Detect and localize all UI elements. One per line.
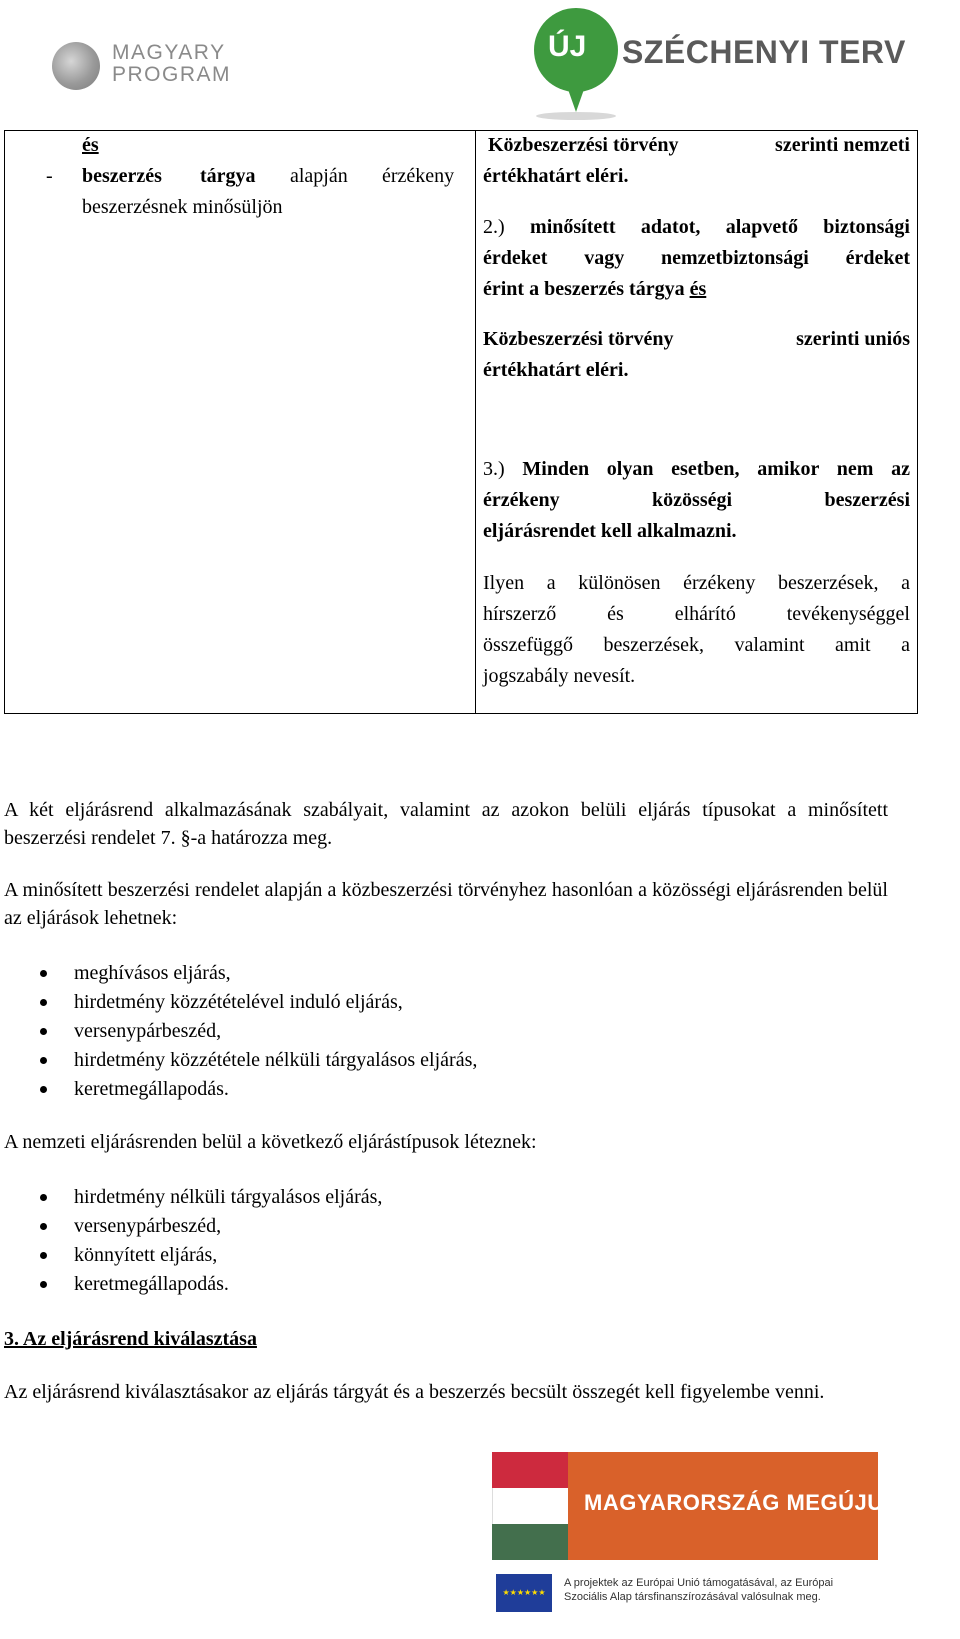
right-p4-number: 3.) [483, 458, 505, 480]
right-p1-line1 [488, 130, 910, 161]
bullet-icon [40, 1028, 47, 1035]
bullet-icon [40, 1281, 47, 1288]
right-p3-line1-b: szerinti uniós [796, 328, 910, 350]
word-alapjan: alapján [290, 165, 348, 187]
word-beszerzes: beszerzés [82, 165, 162, 187]
section-heading: 3. Az eljárásrend kiválasztása [4, 1328, 257, 1350]
right-p5 [483, 568, 910, 692]
right-p2-line2: érdeket vagy nemzetbiztonsági érdeket [483, 247, 910, 269]
right-p2 [483, 212, 910, 305]
location-pin-tip [564, 78, 588, 112]
right-p5-line2: hírszerző és elhárító tevékenységgel [483, 603, 910, 625]
banner-title: MAGYARORSZÁG MEGÚJUL [584, 1490, 898, 1515]
right-p2-number: 2.) [483, 216, 505, 238]
right-p4-line2: érzékeny közösségi beszerzési [483, 489, 910, 511]
magyary-logo-text [112, 42, 231, 86]
szechenyi-terv-logo [534, 8, 906, 118]
right-p1-line2: értékhatárt eléri. [483, 165, 629, 187]
right-p5-line4: jogszabály nevesít. [483, 665, 636, 687]
hungarian-flag-white-stripe [492, 1488, 569, 1524]
right-p5-line3: összefüggő beszerzések, valamint amit a [483, 634, 910, 656]
right-p3-line1 [483, 324, 910, 355]
bullet-icon [40, 1194, 47, 1201]
paragraph-national-procedures: A nemzeti eljárásrenden belül a következő eljárástípusok léteznek: [4, 1131, 537, 1153]
bullet-icon [40, 970, 47, 977]
right-p2-line3: érint a beszerzés tárgya [483, 278, 685, 300]
pin-shadow [536, 112, 616, 120]
left-cell-line3: beszerzésnek minősüljön [82, 196, 283, 218]
bullet-icon [40, 1252, 47, 1259]
table-column-divider [475, 130, 476, 714]
hungarian-flag-green-stripe [492, 1524, 568, 1560]
right-p2-line1: minősített adatot, alapvető biztonsági [530, 216, 910, 238]
right-p4 [483, 454, 910, 547]
right-p4-line3: eljárásrendet kell alkalmazni. [483, 520, 737, 542]
paragraph-selection: Az eljárásrend kiválasztásakor az eljárás tárgyát és a beszerzés becsült összegét kell figyelembe venni. [4, 1381, 825, 1403]
word-targya: tárgya [200, 165, 256, 187]
magyary-line2: PROGRAM [112, 63, 232, 86]
word-erzekeny: érzékeny [382, 165, 455, 187]
right-p3-line1-a: Közbeszerzési törvény [483, 328, 674, 350]
right-p1-line1-b: szerinti nemzeti [775, 134, 910, 156]
magyarorszag-megujul-banner [492, 1452, 898, 1622]
szechenyi-uj-text: ÚJ [548, 30, 587, 63]
eu-funding-line2: Szociális Alap társfinanszírozásával valósulnak meg. [564, 1591, 821, 1603]
magyary-program-logo [52, 38, 242, 98]
right-p2-line3-und: és [689, 278, 707, 300]
paragraph-community-procedures: A minősített beszerzési rendelet alapján a közbeszerzési törvényhez hasonlóan a közösségi eljárásrenden belül az eljárások lehetnek: [4, 879, 888, 929]
paragraph-two-procedures: A két eljárásrend alkalmazásának szabályait, valamint az azokon belüli eljárás típusokat a minősített beszerzési rendelet 7. §-a határozza meg. [4, 799, 888, 849]
right-p5-line1: Ilyen a különösen érzékeny beszerzések, a [483, 572, 910, 594]
right-p1-line1-a: Közbeszerzési törvény [488, 134, 679, 156]
bullet-icon [40, 999, 47, 1006]
bullet-icon [40, 1086, 47, 1093]
left-cell-line2 [46, 161, 470, 192]
right-p4-line1: Minden olyan esetben, amikor nem az [522, 458, 911, 480]
hungarian-flag-red-stripe [492, 1452, 568, 1488]
right-p3-line2: értékhatárt eléri. [483, 359, 629, 381]
magyary-line1: MAGYARY [112, 41, 226, 64]
bullet-icon [40, 1223, 47, 1230]
dash: - [46, 165, 53, 187]
eu-funding-line1: A projektek az Európai Unió támogatásával, az Európai [564, 1577, 834, 1589]
eu-funding-text [564, 1576, 833, 1604]
magyary-emblem-icon [52, 42, 100, 90]
eu-stars-icon: ★★★★★★ [502, 1588, 546, 1597]
szechenyi-title-text: SZÉCHENYI TERV [622, 34, 906, 70]
left-cell-line1: és [82, 134, 99, 156]
bullet-icon [40, 1057, 47, 1064]
